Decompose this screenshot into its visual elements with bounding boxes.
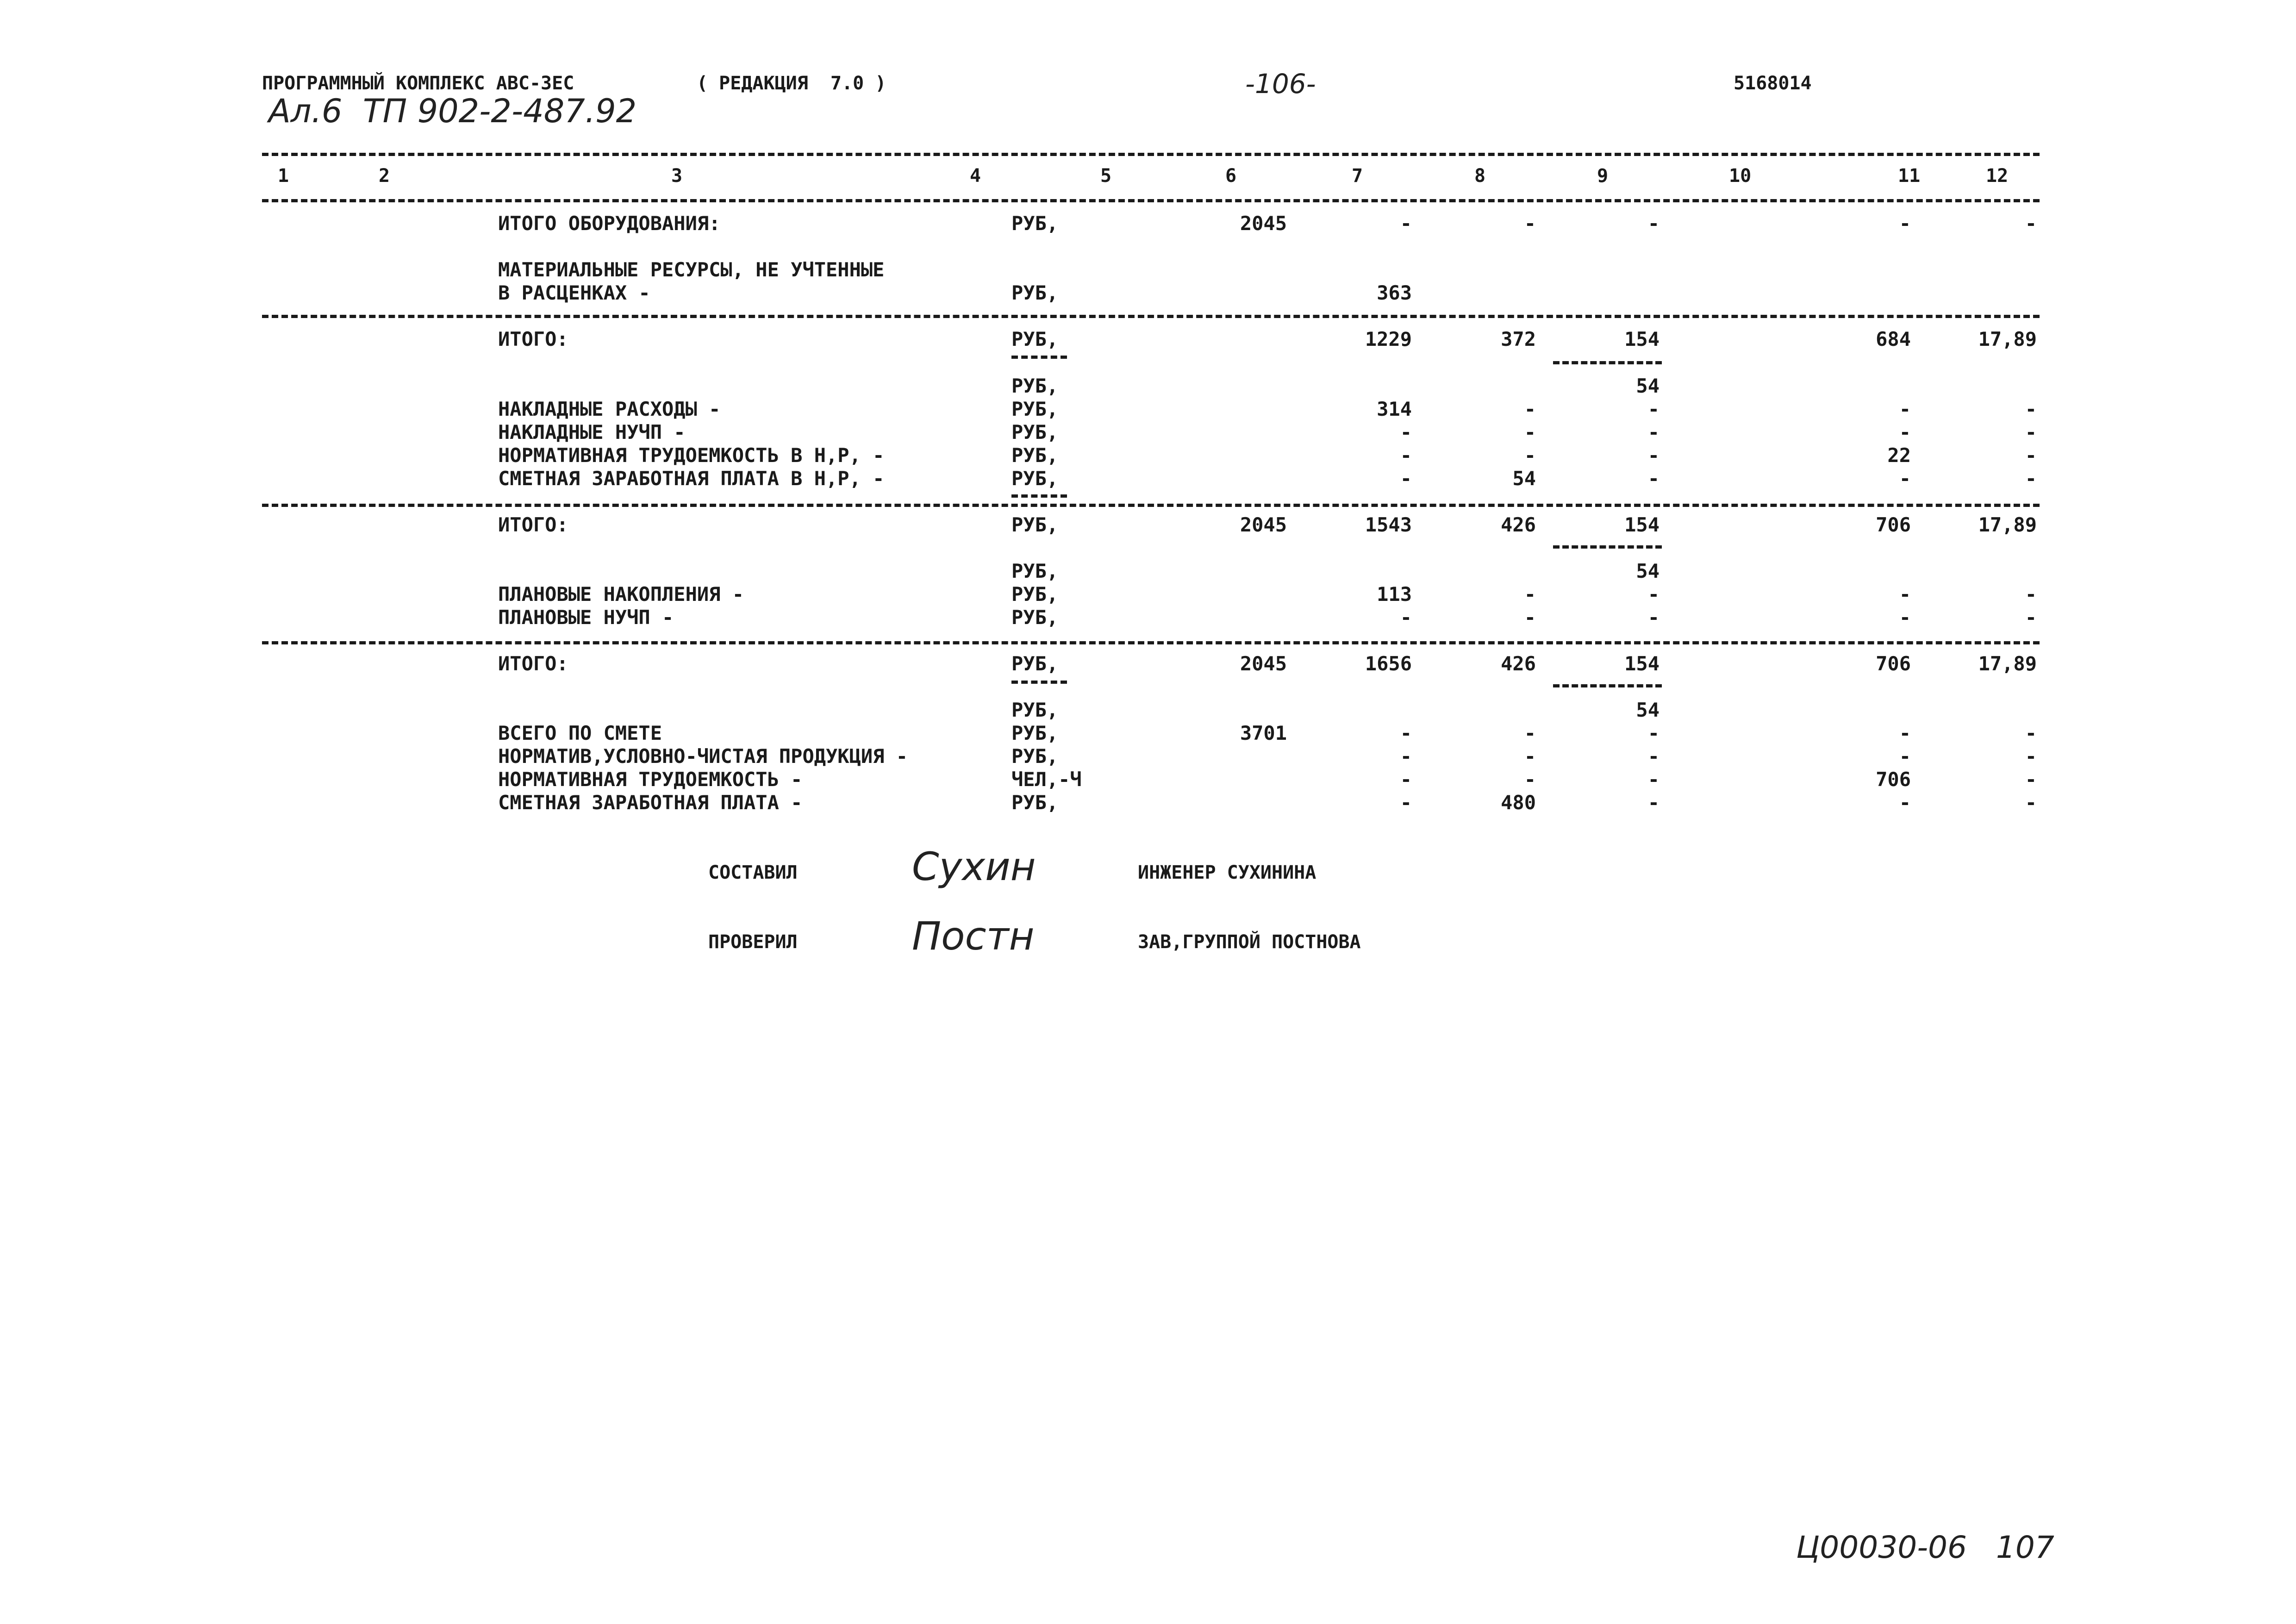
cell-col-12: - <box>2025 791 2037 814</box>
cell-col-12: - <box>2025 467 2037 490</box>
cell-col-12: - <box>2025 212 2037 235</box>
row-unit: РУБ, <box>1011 398 1059 420</box>
cell-col-12: - <box>2025 421 2037 443</box>
cell-col-8: 480 <box>1501 791 1536 814</box>
row-unit: РУБ, <box>1011 722 1059 744</box>
cell-col-7: - <box>1400 768 1412 791</box>
column-number-7: 7 <box>1352 165 1363 187</box>
cell-col-9: - <box>1647 606 1660 629</box>
cell-col-9: - <box>1647 444 1660 467</box>
cell-col-11: 706 <box>1876 652 1911 675</box>
cell-col-7: 1656 <box>1365 652 1412 675</box>
archive-number-handwritten: Ц00030-06 107 <box>1796 1530 2054 1565</box>
cell-col-11: - <box>1899 398 1911 420</box>
column-number-4: 4 <box>970 165 981 187</box>
cell-col-8: - <box>1524 398 1536 420</box>
cell-col-7: - <box>1400 421 1412 443</box>
cell-col-12: 17,89 <box>1978 652 2037 675</box>
page-number-handwritten: -106- <box>1245 68 1316 100</box>
cell-col-9: 154 <box>1624 513 1660 536</box>
row-label: ИТОГО: <box>498 652 568 675</box>
cell-col-12: - <box>2025 583 2037 606</box>
row-unit: ЧЕЛ,-Ч <box>1011 768 1082 791</box>
row-label: НОРМАТИВНАЯ ТРУДОЕМКОСТЬ В Н,Р, - <box>498 444 885 467</box>
cell-col-12: - <box>2025 444 2037 467</box>
column-number-3: 3 <box>671 165 683 187</box>
row-unit: РУБ, <box>1011 606 1059 629</box>
compiled-by-label: СОСТАВИЛ <box>708 862 798 883</box>
cell-col-9: 154 <box>1624 652 1660 675</box>
cell-col-11: - <box>1899 745 1911 768</box>
cell-col-11: - <box>1899 722 1911 744</box>
cell-col-11: - <box>1899 467 1911 490</box>
row-unit: РУБ, <box>1011 212 1059 235</box>
cell-col-7: - <box>1400 212 1412 235</box>
row-label: МАТЕРИАЛЬНЫЕ РЕСУРСЫ, НЕ УЧТЕННЫЕ <box>498 258 885 281</box>
cell-col-11: 22 <box>1887 444 1911 467</box>
document-code: 5168014 <box>1734 73 1812 94</box>
cell-col-8: - <box>1524 444 1536 467</box>
row-label: НАКЛАДНЫЕ НУЧП - <box>498 421 686 443</box>
cell-col-9: - <box>1647 768 1660 791</box>
cell-col-8: - <box>1524 745 1536 768</box>
cell-col-12: - <box>2025 745 2037 768</box>
cell-col-12: - <box>2025 606 2037 629</box>
row-label: СМЕТНАЯ ЗАРАБОТНАЯ ПЛАТА - <box>498 791 803 814</box>
section-divider <box>262 641 2040 644</box>
row-label: ИТОГО ОБОРУДОВАНИЯ: <box>498 212 721 235</box>
column-number-9: 9 <box>1597 165 1609 187</box>
cell-col-12: 17,89 <box>1978 513 2037 536</box>
cell-col-9: 54 <box>1636 375 1660 397</box>
cell-col-7: 1229 <box>1365 328 1412 350</box>
cell-col-6: 3701 <box>1240 722 1287 744</box>
cell-col-6: 2045 <box>1240 212 1287 235</box>
row-unit: РУБ, <box>1011 583 1059 606</box>
cell-col-7: 113 <box>1377 583 1412 606</box>
row-unit: РУБ, <box>1011 699 1059 721</box>
column-number-11: 11 <box>1898 165 1921 187</box>
row-unit: РУБ, <box>1011 328 1059 350</box>
row-unit: РУБ, <box>1011 467 1059 490</box>
column-9-underline <box>1553 545 1662 549</box>
cell-col-9: - <box>1647 722 1660 744</box>
row-label: ПЛАНОВЫЕ НАКОПЛЕНИЯ - <box>498 583 744 606</box>
row-unit: РУБ, <box>1011 513 1059 536</box>
row-label: НОРМАТИВНАЯ ТРУДОЕМКОСТЬ - <box>498 768 803 791</box>
row-label: ВСЕГО ПО СМЕТЕ <box>498 722 662 744</box>
cell-col-11: 706 <box>1876 768 1911 791</box>
row-label: В РАСЦЕНКАХ - <box>498 281 650 304</box>
row-label: ИТОГО: <box>498 328 568 350</box>
compiler-name: ИНЖЕНЕР СУХИНИНА <box>1138 862 1316 883</box>
checker-name: ЗАВ,ГРУППОЙ ПОСТНОВА <box>1138 931 1361 953</box>
cell-col-9: - <box>1647 421 1660 443</box>
cell-col-8: - <box>1524 768 1536 791</box>
column-9-underline <box>1553 361 1662 364</box>
cell-col-7: - <box>1400 791 1412 814</box>
edition-label: ( РЕДАКЦИЯ 7.0 ) <box>697 73 886 94</box>
column-number-1: 1 <box>278 165 289 187</box>
cell-col-11: 706 <box>1876 513 1911 536</box>
cell-col-12: - <box>2025 398 2037 420</box>
checked-by-label: ПРОВЕРИЛ <box>708 931 798 953</box>
cell-col-9: - <box>1647 467 1660 490</box>
cell-col-6: 2045 <box>1240 513 1287 536</box>
column-number-8: 8 <box>1474 165 1486 187</box>
cell-col-7: 363 <box>1377 281 1412 304</box>
row-unit: РУБ, <box>1011 421 1059 443</box>
cell-col-8: - <box>1524 212 1536 235</box>
column-9-underline <box>1553 684 1662 687</box>
cell-col-11: 684 <box>1876 328 1911 350</box>
cell-col-7: - <box>1400 606 1412 629</box>
column-number-10: 10 <box>1729 165 1752 187</box>
section-divider <box>262 315 2040 318</box>
row-unit: РУБ, <box>1011 791 1059 814</box>
unit-underline <box>1011 356 1067 359</box>
row-unit: РУБ, <box>1011 560 1059 582</box>
cell-col-8: - <box>1524 421 1536 443</box>
row-label: НОРМАТИВ,УСЛОВНО-ЧИСТАЯ ПРОДУКЦИЯ - <box>498 745 908 768</box>
row-unit: РУБ, <box>1011 375 1059 397</box>
header-bottom-rule <box>262 199 2040 202</box>
cell-col-8: 426 <box>1501 513 1536 536</box>
cell-col-11: - <box>1899 212 1911 235</box>
column-number-5: 5 <box>1100 165 1112 187</box>
cell-col-7: - <box>1400 444 1412 467</box>
cell-col-11: - <box>1899 606 1911 629</box>
cell-col-12: - <box>2025 722 2037 744</box>
section-divider <box>262 504 2040 507</box>
row-label: НАКЛАДНЫЕ РАСХОДЫ - <box>498 398 721 420</box>
row-label: ИТОГО: <box>498 513 568 536</box>
row-label: ПЛАНОВЫЕ НУЧП - <box>498 606 674 629</box>
cell-col-7: - <box>1400 722 1412 744</box>
cell-col-9: - <box>1647 398 1660 420</box>
cell-col-8: - <box>1524 722 1536 744</box>
cell-col-9: - <box>1647 745 1660 768</box>
cell-col-8: 426 <box>1501 652 1536 675</box>
column-number-2: 2 <box>379 165 390 187</box>
checker-signature: Постн <box>912 913 1035 959</box>
cell-col-9: - <box>1647 212 1660 235</box>
row-unit: РУБ, <box>1011 281 1059 304</box>
cell-col-9: 154 <box>1624 328 1660 350</box>
album-reference-handwritten: Ал.6 ТП 902-2-487.92 <box>268 92 637 130</box>
row-unit: РУБ, <box>1011 444 1059 467</box>
cell-col-8: 54 <box>1512 467 1536 490</box>
cell-col-11: - <box>1899 583 1911 606</box>
row-unit: РУБ, <box>1011 652 1059 675</box>
cell-col-11: - <box>1899 421 1911 443</box>
header-top-rule <box>262 153 2040 156</box>
unit-underline <box>1011 494 1067 498</box>
row-unit: РУБ, <box>1011 745 1059 768</box>
cell-col-12: 17,89 <box>1978 328 2037 350</box>
compiler-signature: Сухин <box>912 844 1036 889</box>
cell-col-7: - <box>1400 467 1412 490</box>
program-title: ПРОГРАММНЫЙ КОМПЛЕКС АВС-3ЕС <box>262 73 574 94</box>
cell-col-11: - <box>1899 791 1911 814</box>
cell-col-7: 314 <box>1377 398 1412 420</box>
cell-col-9: - <box>1647 583 1660 606</box>
cell-col-8: 372 <box>1501 328 1536 350</box>
cell-col-9: - <box>1647 791 1660 814</box>
column-number-12: 12 <box>1986 165 2009 187</box>
cell-col-6: 2045 <box>1240 652 1287 675</box>
cell-col-7: - <box>1400 745 1412 768</box>
cell-col-12: - <box>2025 768 2037 791</box>
cell-col-9: 54 <box>1636 699 1660 721</box>
cell-col-8: - <box>1524 606 1536 629</box>
cell-col-8: - <box>1524 583 1536 606</box>
column-number-6: 6 <box>1225 165 1237 187</box>
cell-col-7: 1543 <box>1365 513 1412 536</box>
cell-col-9: 54 <box>1636 560 1660 582</box>
unit-underline <box>1011 681 1067 684</box>
row-label: СМЕТНАЯ ЗАРАБОТНАЯ ПЛАТА В Н,Р, - <box>498 467 885 490</box>
